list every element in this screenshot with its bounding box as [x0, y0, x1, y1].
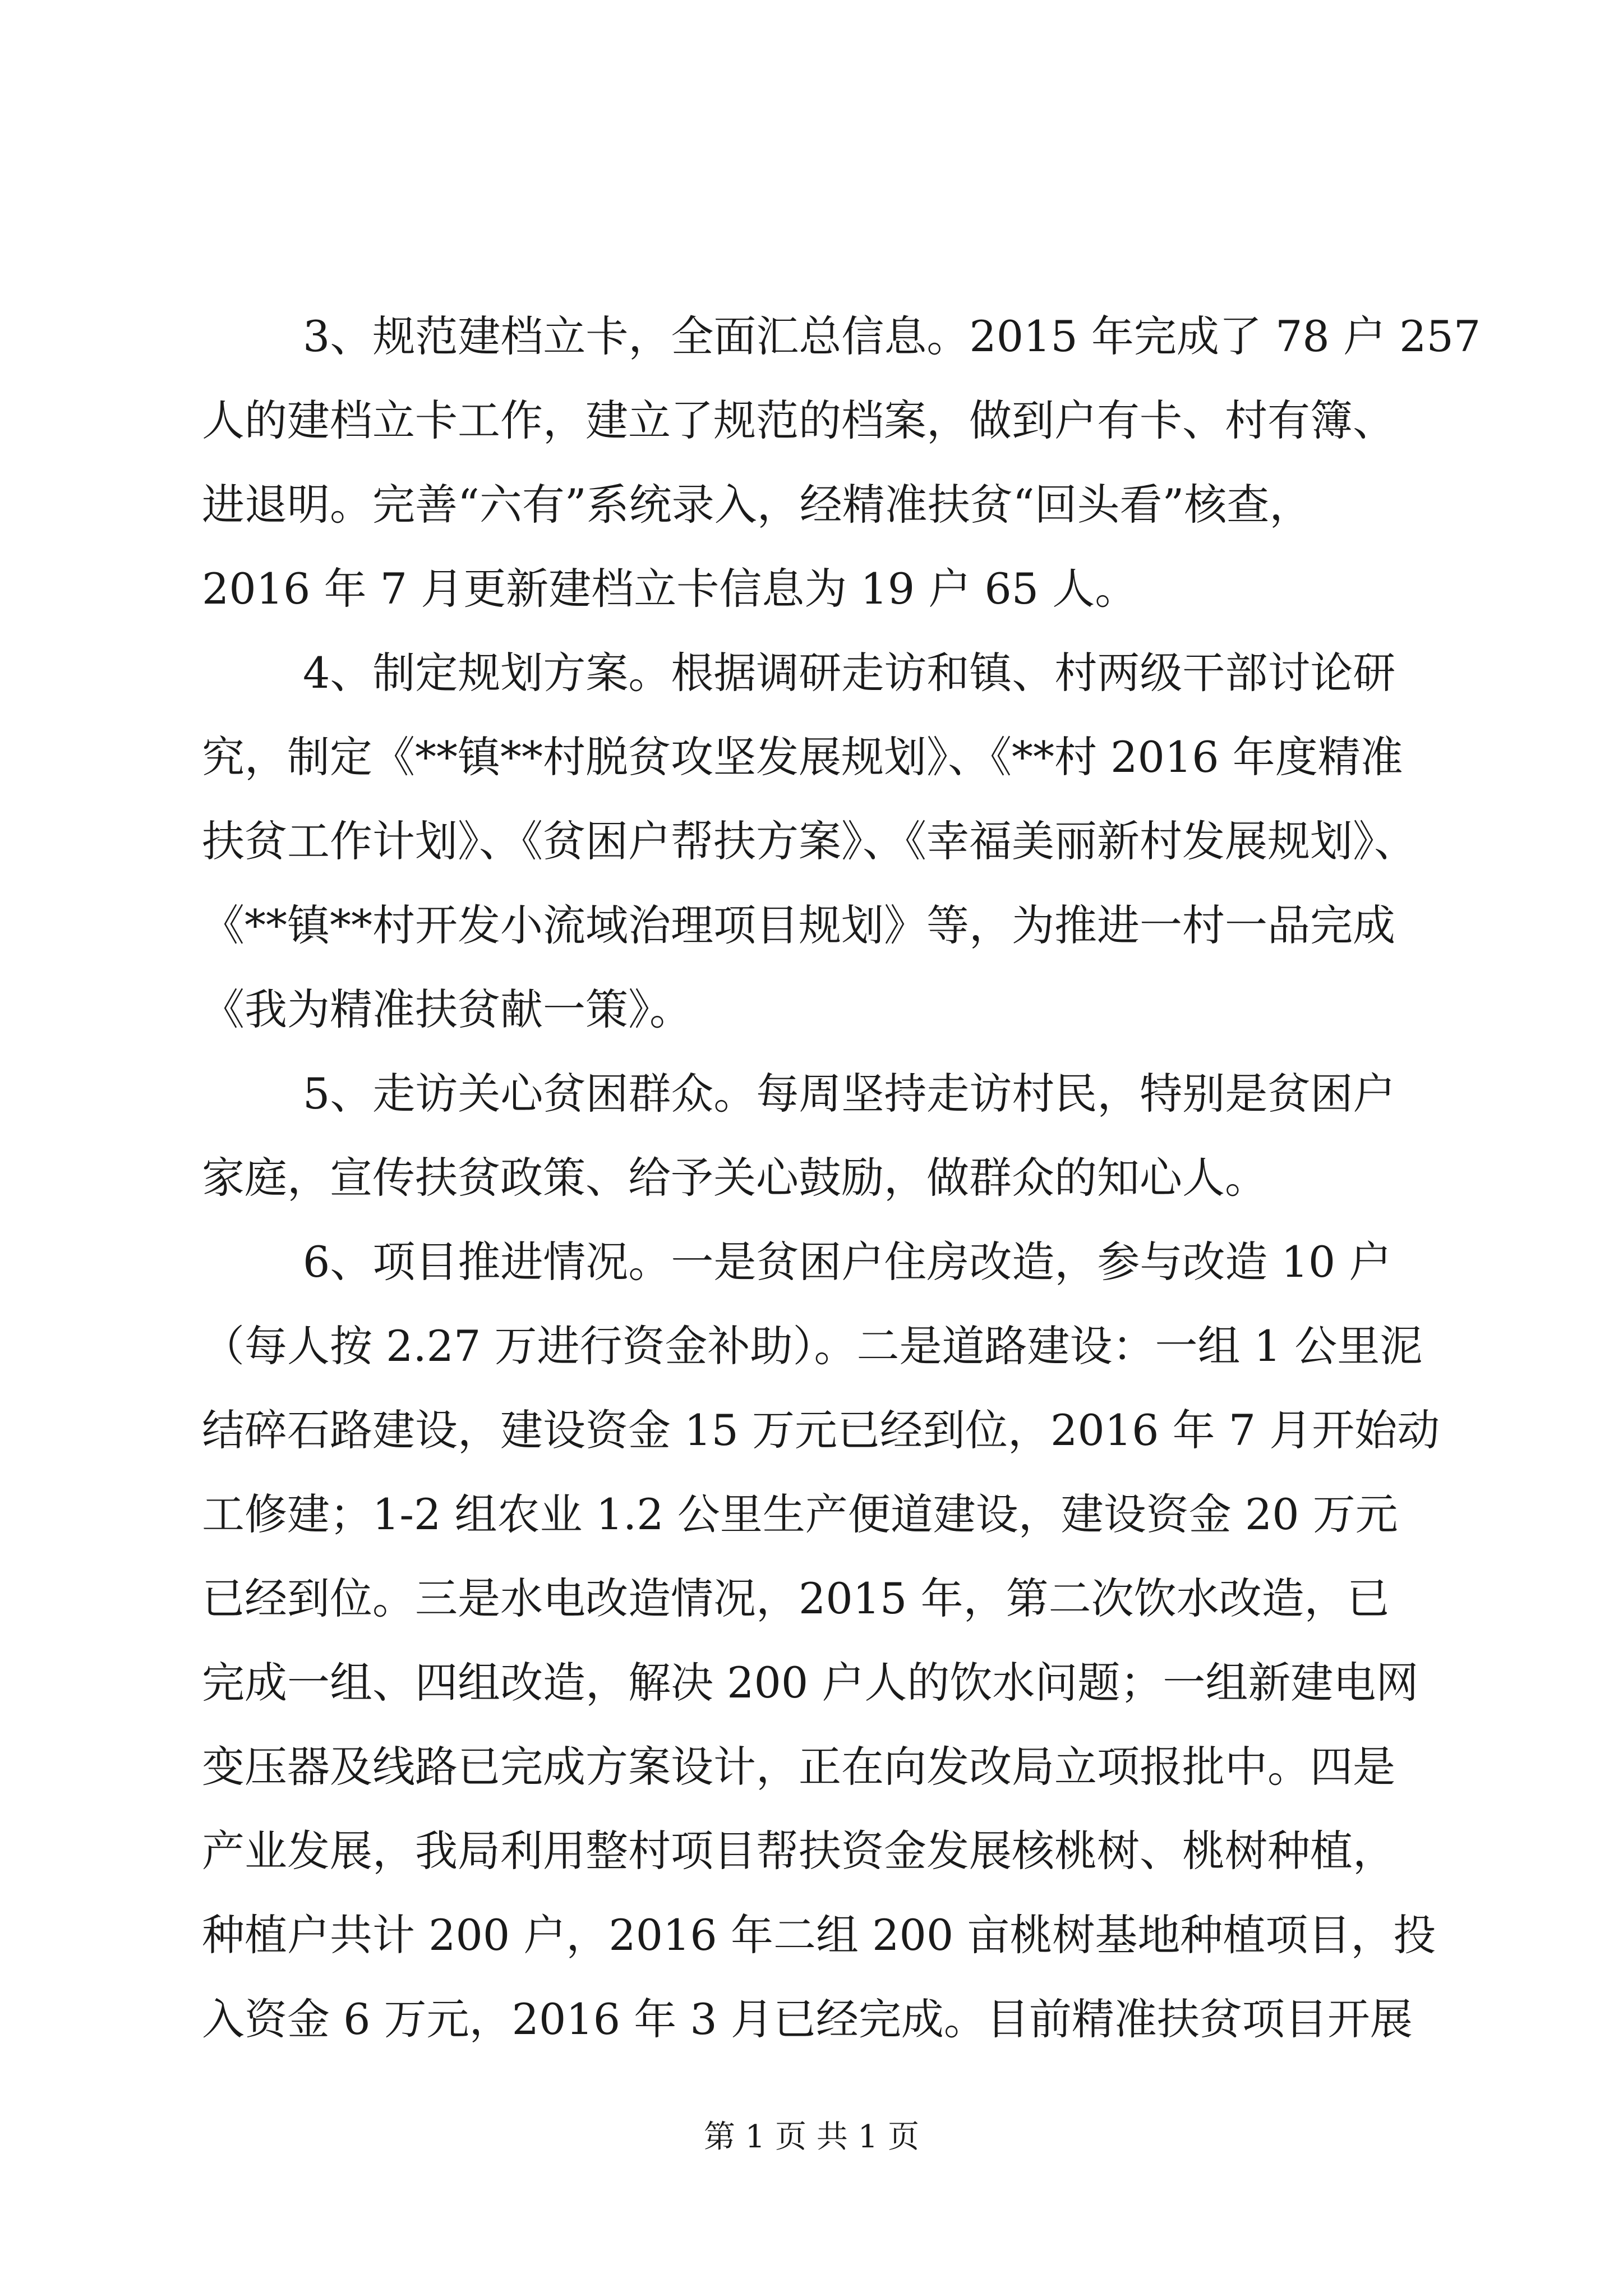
paragraph-6-line-4: 工修建；1-2 组农业 1.2 公里生产便道建设，建设资金 20 万元 [202, 1489, 1398, 1539]
paragraph-4-line-5: 《我为精准扶贫献一策》。 [202, 984, 692, 1034]
page-footer: 第 1 页 共 1 页 [703, 2119, 920, 2155]
paragraph-5-line-2: 家庭，宣传扶贫政策、给予关心鼓励，做群众的知心人。 [202, 1153, 1267, 1203]
paragraph-4-line-4: 《**镇**村开发小流域治理项目规划》等，为推进一村一品完成 [202, 900, 1395, 950]
paragraph-4-line-3: 扶贫工作计划》、《贫困户帮扶方案》、《幸福美丽新村发展规划》、 [202, 816, 1417, 866]
paragraph-4-line-2: 究，制定《**镇**村脱贫攻坚发展规划》、《**村 2016 年度精准 [202, 732, 1403, 782]
paragraph-3-line-4: 2016 年 7 月更新建档立卡信息为 19 户 65 人。 [202, 564, 1138, 614]
paragraph-6-line-8: 产业发展，我局利用整村项目帮扶资金发展核桃树、桃树种植， [202, 1826, 1395, 1876]
paragraph-6-line-7: 变压器及线路已完成方案设计，正在向发改局立项报批中。四是 [202, 1742, 1395, 1792]
paragraph-3-line-1: 3、规范建档立卡，全面汇总信息。2015 年完成了 78 户 257 [303, 311, 1481, 361]
paragraph-6-line-9: 种植户共计 200 户，2016 年二组 200 亩桃树基地种植项目，投 [202, 1910, 1436, 1960]
paragraph-6-line-5: 已经到位。三是水电改造情况，2015 年，第二次饮水改造，已 [202, 1573, 1390, 1623]
paragraph-4-line-1: 4、制定规划方案。根据调研走访和镇、村两级干部讨论研 [303, 648, 1396, 698]
paragraph-5-line-1: 5、走访关心贫困群众。每周坚持走访村民，特别是贫困户 [303, 1069, 1396, 1119]
paragraph-6-line-6: 完成一组、四组改造，解决 200 户人的饮水问题；一组新建电网 [202, 1658, 1419, 1708]
paragraph-6-line-3: 结碎石路建设，建设资金 15 万元已经到位，2016 年 7 月开始动 [202, 1405, 1440, 1455]
paragraph-6-line-10: 入资金 6 万元，2016 年 3 月已经完成。目前精准扶贫项目开展 [202, 1994, 1413, 2044]
paragraph-3-line-2: 人的建档立卡工作，建立了规范的档案，做到户有卡、村有簿、 [202, 395, 1395, 445]
paragraph-6-line-2: （每人按 2.27 万进行资金补助）。二是道路建设：一组 1 公里泥 [202, 1321, 1423, 1371]
paragraph-6-line-1: 6、项目推进情况。一是贫困户住房改造，参与改造 10 户 [303, 1237, 1392, 1287]
paragraph-3-line-3: 进退明。完善“六有”系统录入，经精准扶贫“回头看”核查， [202, 480, 1312, 530]
